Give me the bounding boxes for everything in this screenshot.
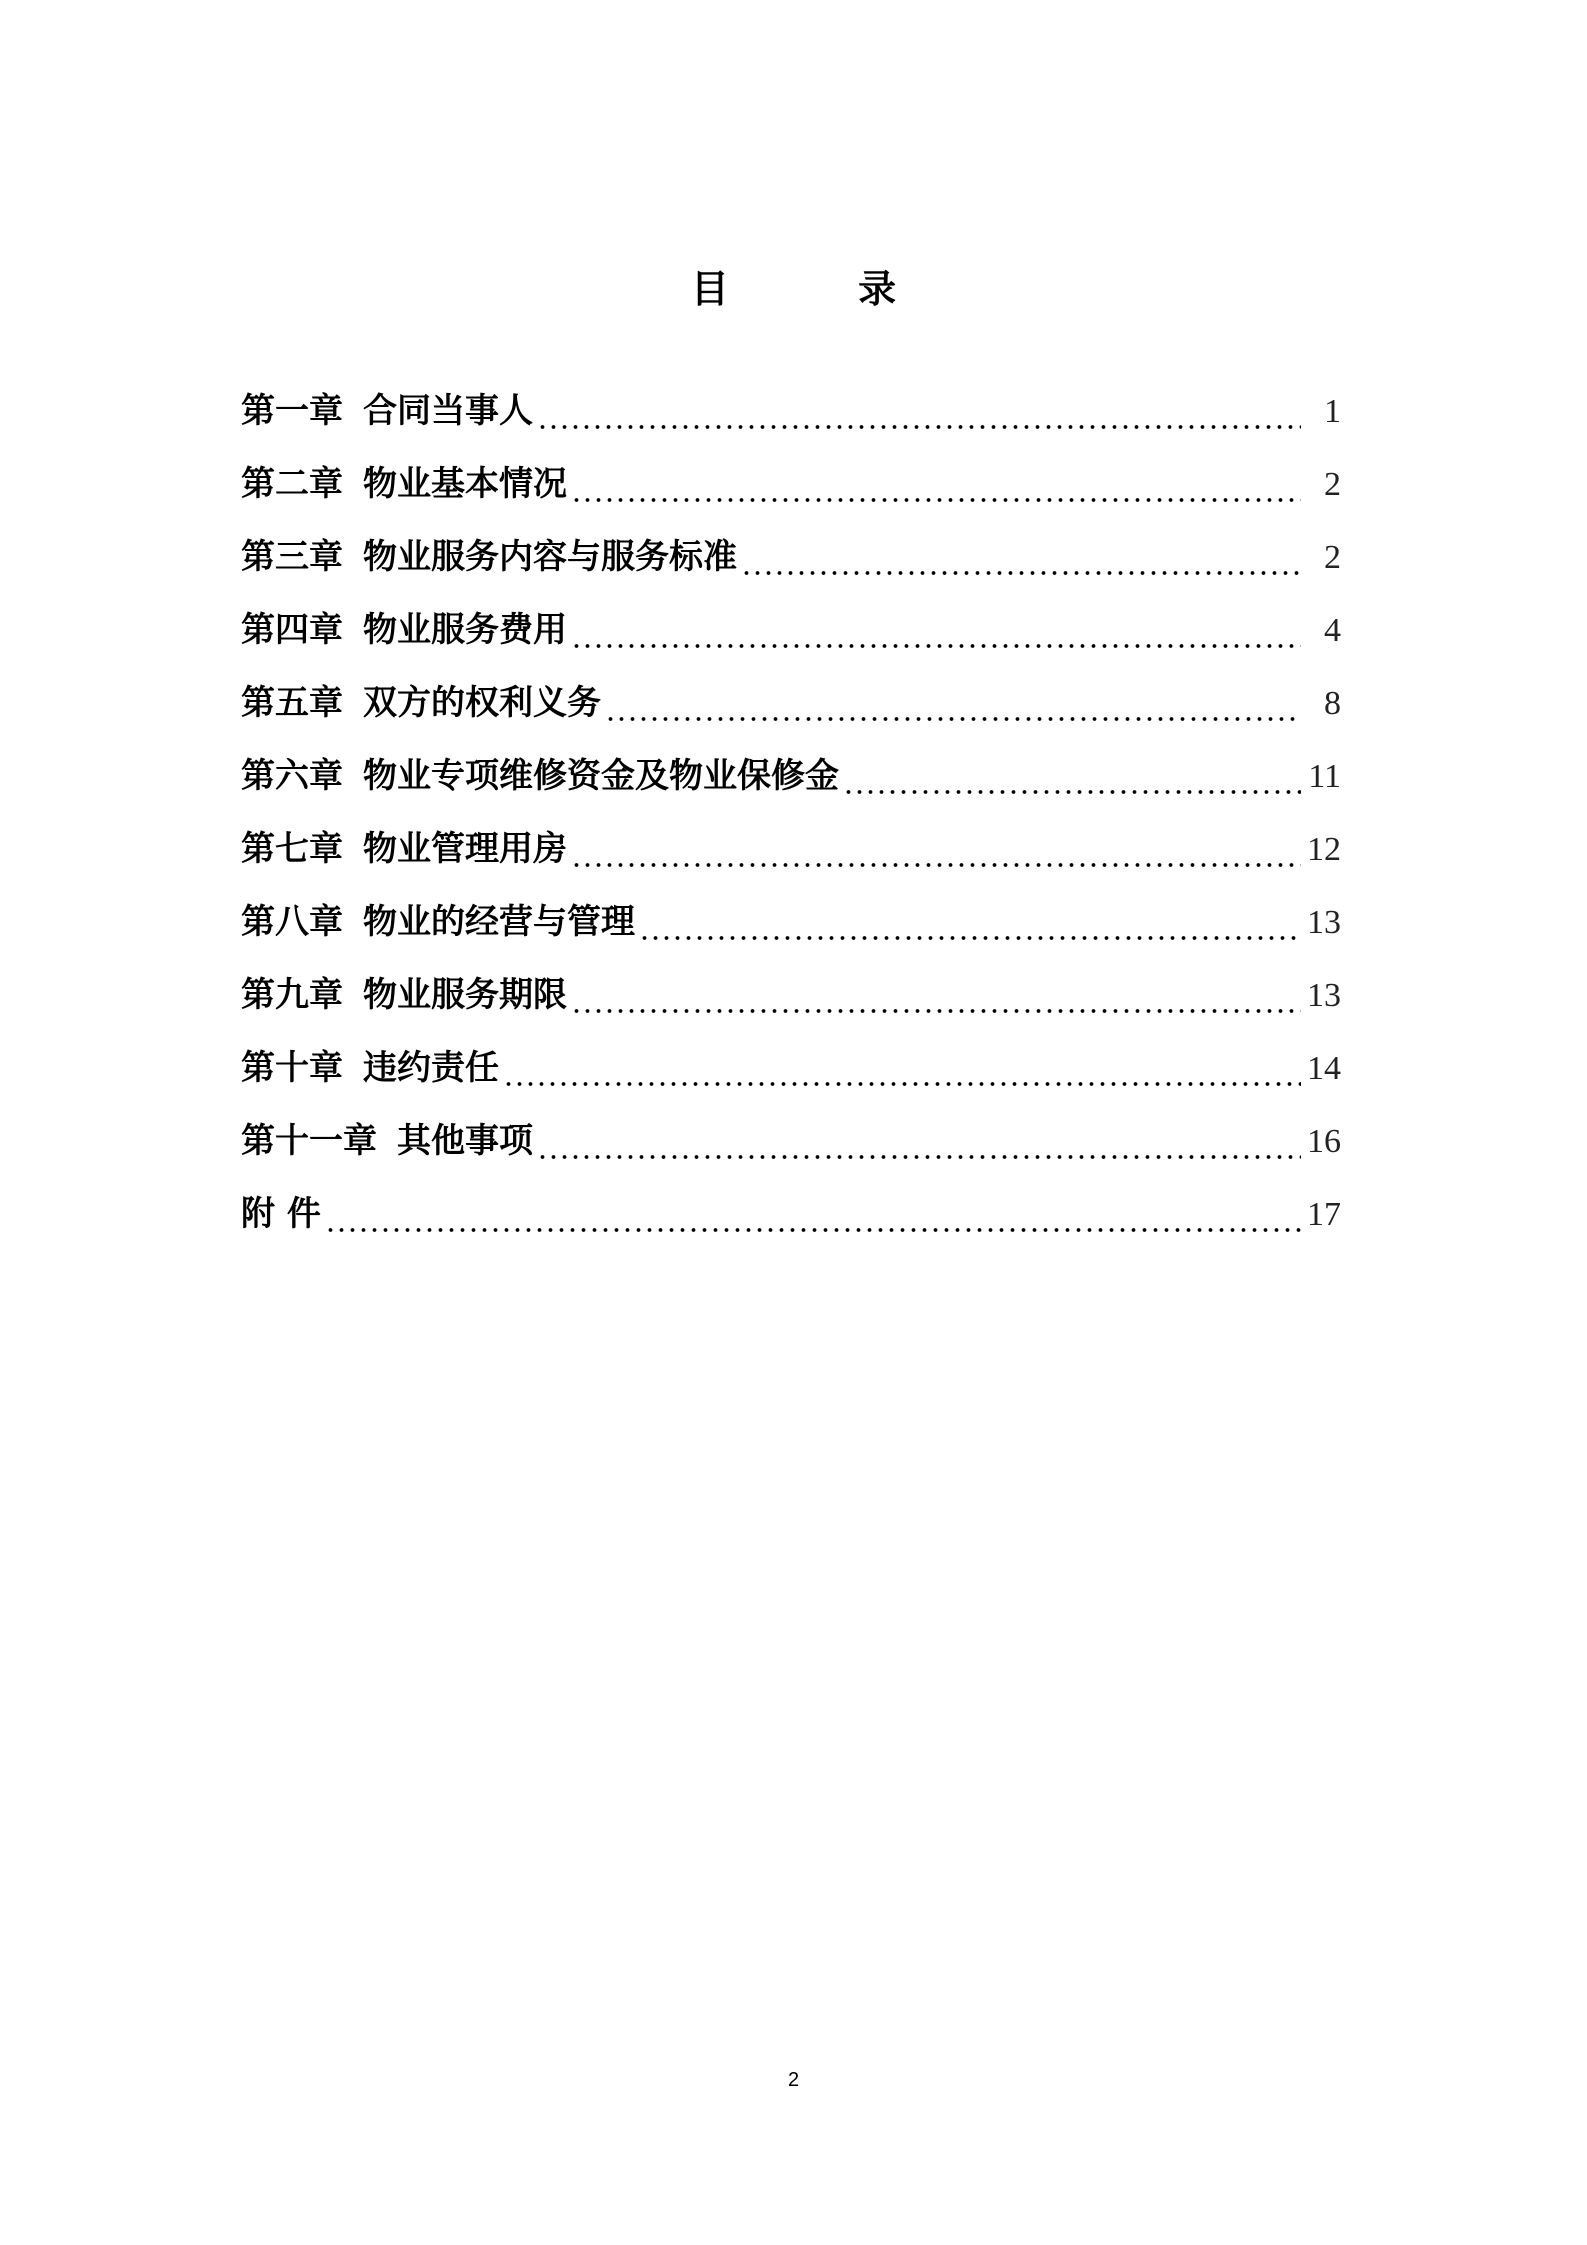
toc-chapter-number: 第十一章 [241, 1121, 377, 1161]
toc-dot-leader [537, 1154, 1301, 1160]
toc-chapter-title: 其他事项 [397, 1121, 533, 1161]
toc-entry[interactable] [241, 821, 1341, 894]
toc-page-number: 11 [1308, 758, 1341, 795]
toc-chapter-title: 违约责任 [363, 1048, 499, 1088]
toc-page-number: 16 [1307, 1123, 1341, 1160]
toc-title: 目 录 [690, 267, 955, 311]
toc-page-number: 1 [1324, 393, 1341, 430]
toc-chapter-number: 第五章 [241, 683, 343, 723]
toc-entry[interactable] [241, 1040, 1341, 1113]
toc-entry[interactable] [241, 383, 1341, 456]
toc-page-number: 13 [1307, 977, 1341, 1014]
toc-chapter-number: 第一章 [241, 391, 343, 431]
toc-chapter-title: 物业服务内容与服务标准 [363, 537, 737, 577]
toc-chapter-number: 第四章 [241, 610, 343, 650]
toc-chapter-number: 附 件 [241, 1194, 321, 1234]
toc-entry[interactable] [241, 456, 1341, 529]
toc-dot-leader [605, 716, 1301, 722]
toc-page-number: 8 [1324, 685, 1341, 722]
toc-dot-leader [503, 1081, 1301, 1087]
toc-dot-leader [537, 424, 1301, 430]
toc-dot-leader [741, 570, 1301, 576]
toc-chapter-number: 第七章 [241, 829, 343, 869]
toc-chapter-title: 合同当事人 [363, 391, 533, 431]
toc-chapter-title: 物业服务费用 [363, 610, 567, 650]
toc-chapter-title: 物业管理用房 [363, 829, 567, 869]
table-of-contents [241, 383, 1341, 1259]
toc-chapter-number: 第三章 [241, 537, 343, 577]
toc-chapter-number: 第六章 [241, 756, 343, 796]
page-number: 2 [787, 2069, 800, 2091]
toc-entry[interactable] [241, 894, 1341, 967]
toc-chapter-title: 物业服务期限 [363, 975, 567, 1015]
toc-dot-leader [571, 643, 1301, 649]
toc-dot-leader [571, 497, 1301, 503]
toc-chapter-title: 物业专项维修资金及物业保修金 [363, 756, 839, 796]
toc-entry[interactable] [241, 967, 1341, 1040]
toc-chapter-title: 物业基本情况 [363, 464, 567, 504]
toc-entry[interactable] [241, 675, 1341, 748]
toc-page-number: 4 [1324, 612, 1341, 649]
toc-entry[interactable] [241, 1186, 1341, 1259]
toc-page-number: 12 [1307, 831, 1341, 868]
toc-dot-leader [571, 1008, 1301, 1014]
toc-chapter-number: 第九章 [241, 975, 343, 1015]
toc-entry[interactable] [241, 602, 1341, 675]
toc-entry[interactable] [241, 748, 1341, 821]
toc-page-number: 13 [1307, 904, 1341, 941]
toc-page-number: 17 [1307, 1196, 1341, 1233]
toc-chapter-title: 双方的权利义务 [363, 683, 601, 723]
toc-entry[interactable] [241, 529, 1341, 602]
toc-page-number: 2 [1324, 466, 1341, 503]
toc-chapter-number: 第八章 [241, 902, 343, 942]
toc-chapter-number: 第十章 [241, 1048, 343, 1088]
toc-page-number: 2 [1324, 539, 1341, 576]
toc-entry[interactable] [241, 1113, 1341, 1186]
toc-chapter-title: 物业的经营与管理 [363, 902, 635, 942]
toc-dot-leader [639, 935, 1301, 941]
toc-dot-leader [325, 1227, 1301, 1233]
toc-chapter-number: 第二章 [241, 464, 343, 504]
toc-dot-leader [843, 789, 1301, 795]
toc-dot-leader [571, 862, 1301, 868]
toc-page-number: 14 [1307, 1050, 1341, 1087]
